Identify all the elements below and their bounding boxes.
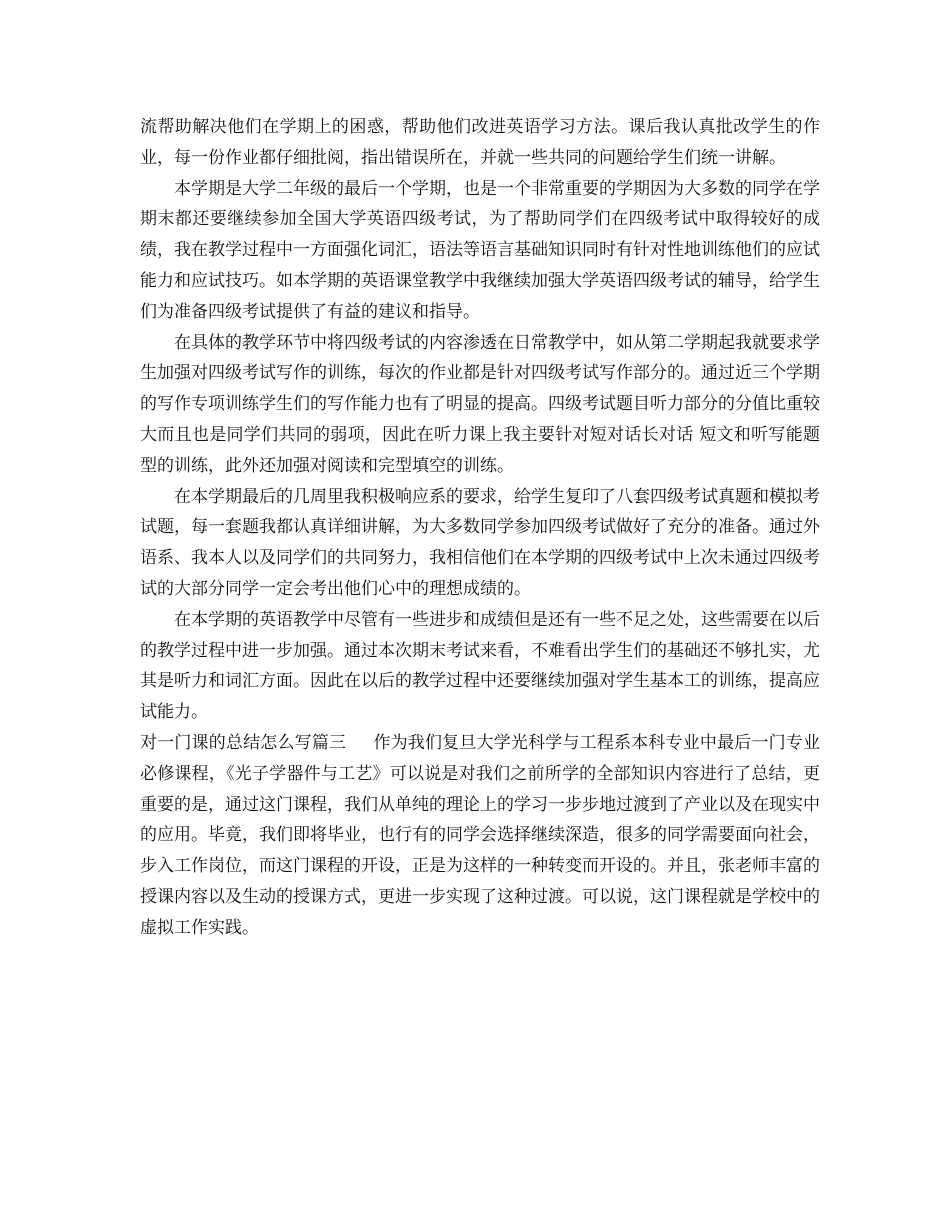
- paragraph-4: 在本学期最后的几周里我积极响应系的要求，给学生复印了八套四级考试真题和模拟考试题，每一套题我都认真详细讲解，为大多数同学参加四级考试做好了充分的准备。通过外语系、我本人以及同学们的共同努力，我相信他们在本学期的四级考试中上次未通过四级考试的大部分同学一定会考出他们心中的理想成绩的。: [140, 486, 820, 599]
- paragraph-5: 在本学期的英语教学中尽管有一些进步和成绩但是还有一些不足之处，这些需要在以后的教学过程中进一步加强。通过本次期末考试来看，不难看出学生们的基础还不够扎实，尤其是听力和词汇方面。因此在以后的教学过程中还要继续加强对学生基本工的训练，提高应试能力。: [140, 609, 820, 723]
- paragraph-1: 流帮助解决他们在学期上的困惑，帮助他们改进英语学习方法。课后我认真批改学生的作业，每一份作业都仔细批阅，指出错误所在，并就一些共同的问题给学生们统一讲解。: [140, 117, 820, 168]
- section-paragraph: [140, 728, 820, 944]
- document-page: [140, 112, 820, 944]
- section-heading: 对一门课的总结怎么写篇三: [140, 732, 347, 753]
- section-body: 作为我们复旦大学光科学与工程系本科专业中最后一门专业必修课程，《光子学器件与工艺》可以说是对我们之前所学的全部知识内容进行了总结，更重要的是，通过这门课程，我们从单纯的理论上的学习一步步地过渡到了产业以及在现实中的应用。毕竟，我们即将毕业，也行有的同学会选择继续深造，很多的同学需要面向社会，步入工作岗位，而这门课程的开设，正是为这样的一种转变而开设的。并且，张老师丰富的授课内容以及生动的授课方式，更进一步实现了这种过渡。可以说，这门课程就是学校中的虚拟工作实践。: [140, 732, 821, 938]
- paragraph-2: 本学期是大学二年级的最后一个学期，也是一个非常重要的学期因为大多数的同学在学期末都还要继续参加全国大学英语四级考试，为了帮助同学们在四级考试中取得较好的成绩，我在教学过程中一方面强化词汇，语法等语言基础知识同时有针对性地训练他们的应试能力和应试技巧。如本学期的英语课堂教学中我继续加强大学英语四级考试的辅导，给学生们为准备四级考试提供了有益的建议和指导。: [140, 178, 820, 322]
- paragraph-3: 在具体的教学环节中将四级考试的内容渗透在日常教学中，如从第二学期起我就要求学生加强对四级考试写作的训练，每次的作业都是针对四级考试写作部分的。通过近三个学期的写作专项训练学生们的写作能力也有了明显的提高。四级考试题目听力部分的分值比重较大而且也是同学们共同的弱项，因此在听力课上我主要针对短对话长对话 短文和听写能题型的训练，此外还加强对阅读和完型填空的训练。: [140, 332, 820, 476]
